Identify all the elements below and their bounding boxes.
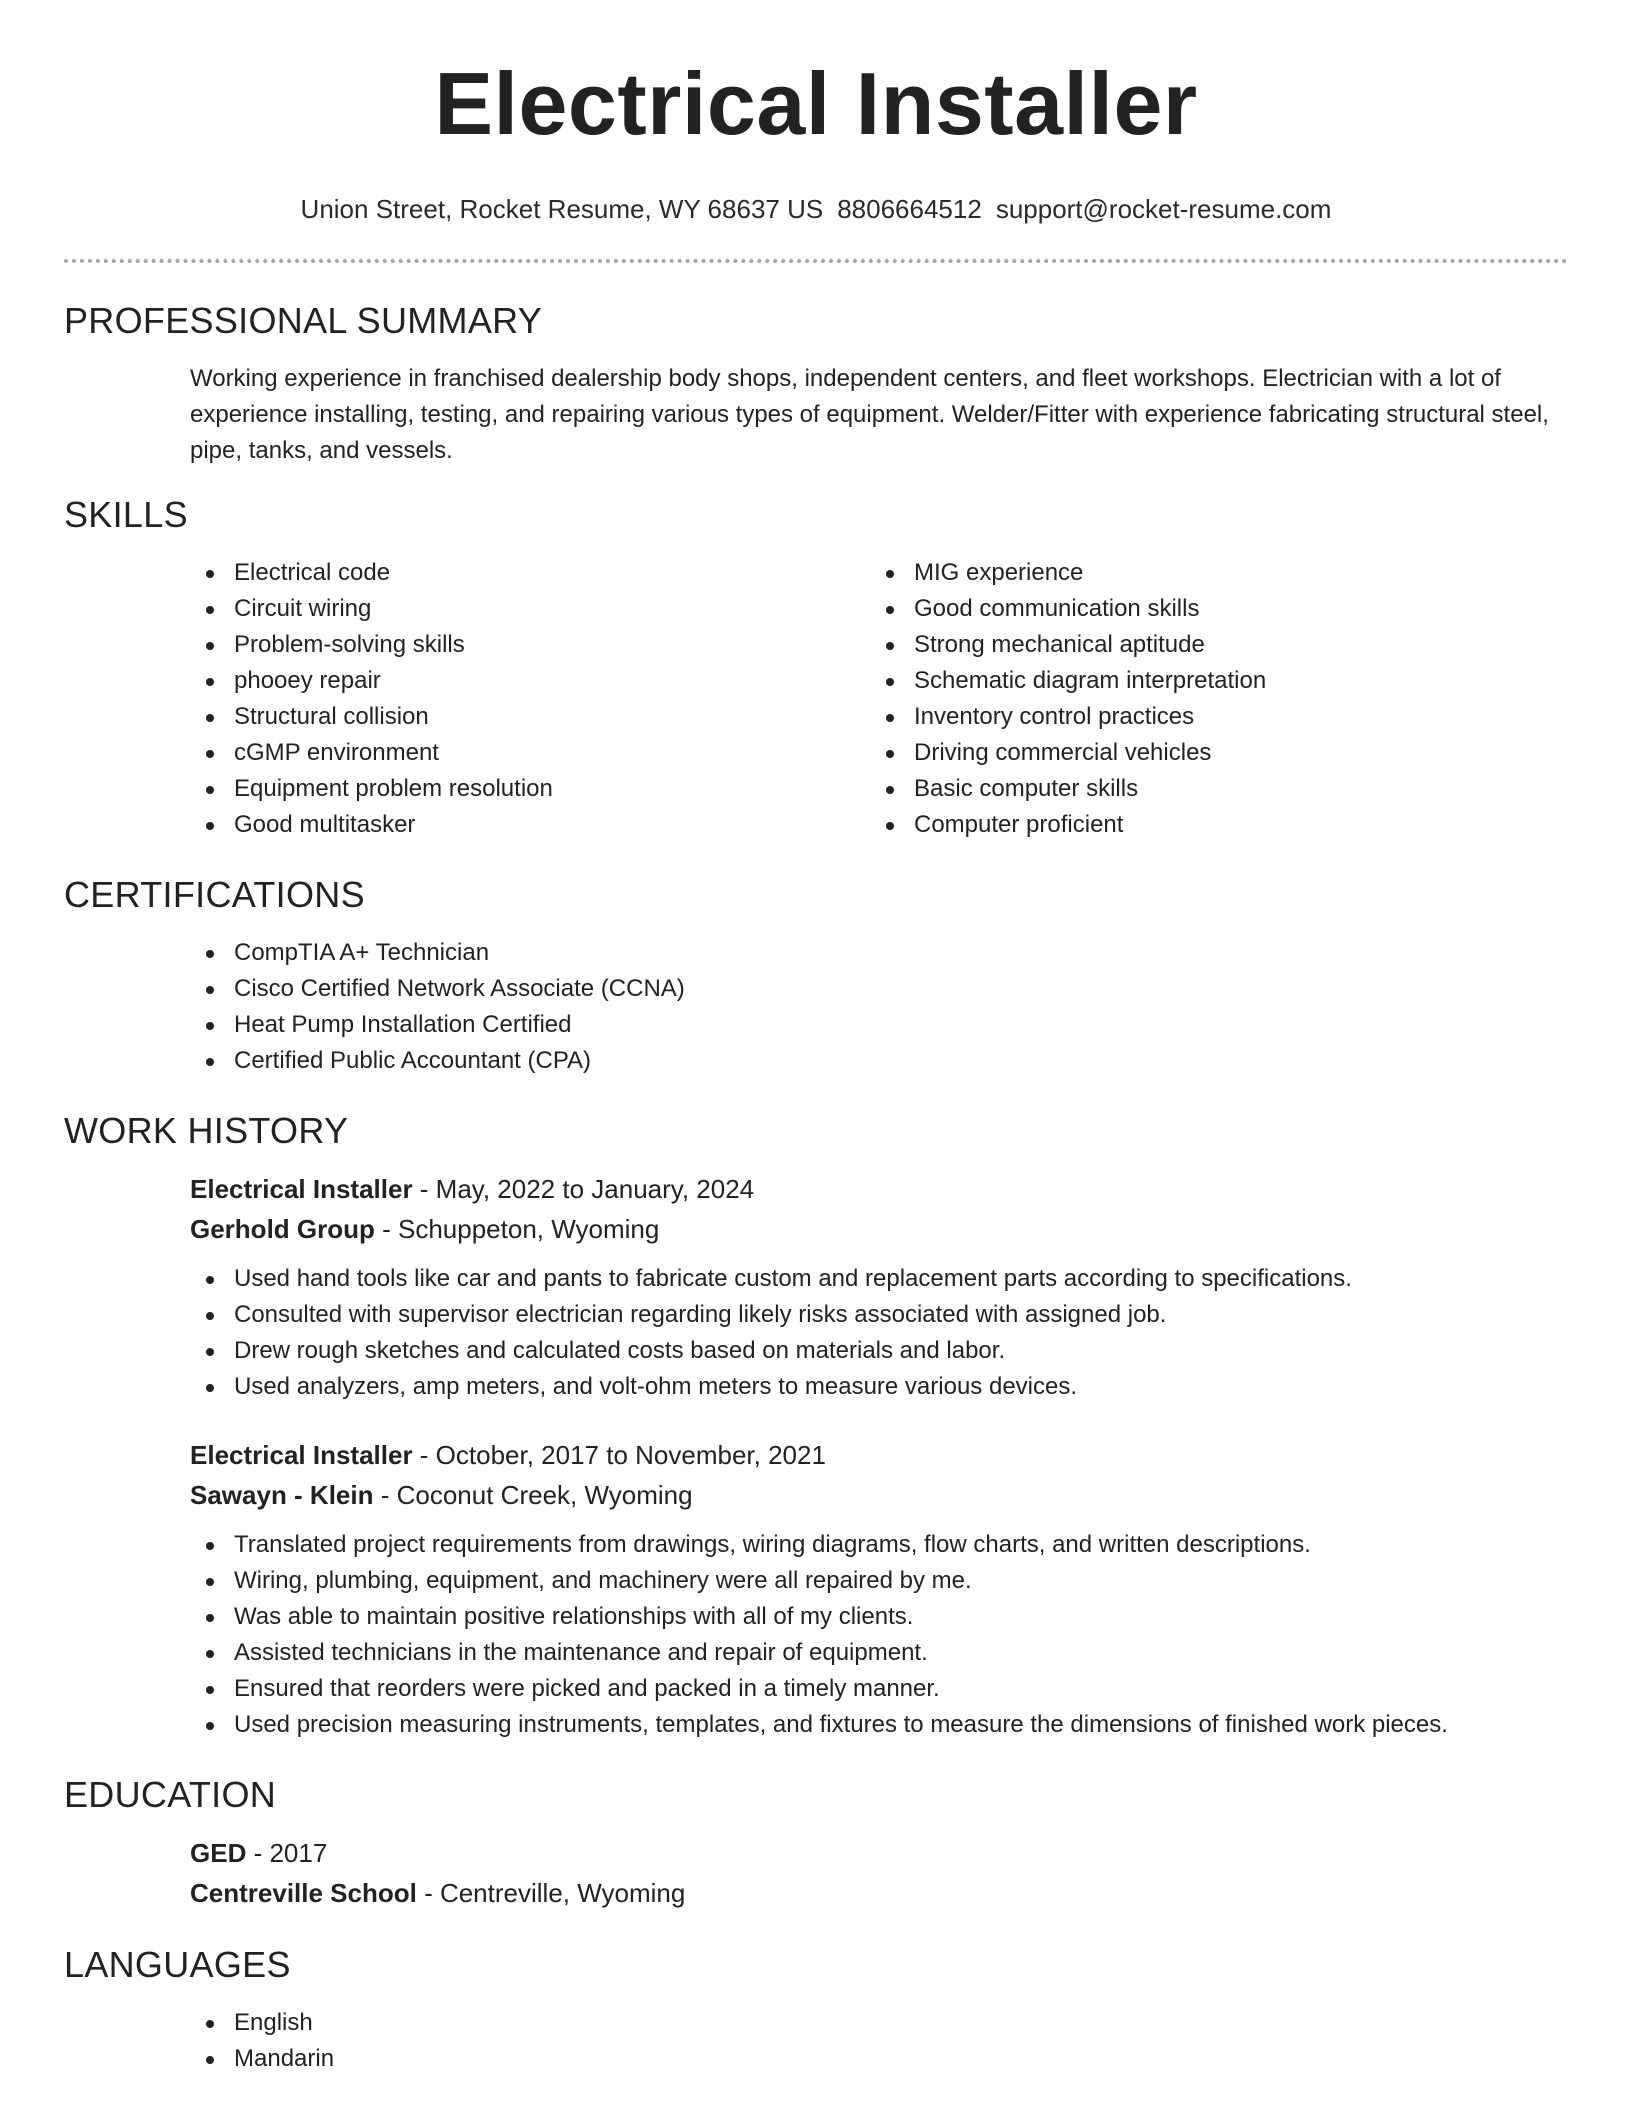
list-item: Translated project requirements from drawings, wiring diagrams, flow charts, and written descriptions. <box>190 1527 1568 1563</box>
job-dates: - October, 2017 to November, 2021 <box>412 1440 826 1470</box>
skills-list-right <box>870 555 1550 843</box>
list-item: Structural collision <box>190 699 870 735</box>
education-school-line <box>190 1873 1568 1913</box>
list-item: Schematic diagram interpretation <box>870 663 1550 699</box>
resume-name: Electrical Installer <box>434 54 1198 153</box>
list-item: Basic computer skills <box>870 771 1550 807</box>
list-item: Electrical code <box>190 555 870 591</box>
summary-text: Working experience in franchised dealership body shops, independent centers, and fleet workshops. Electrician with a lot of experience installing, testing, and repairing various types of equipment. Welder/Fitter with experience fabricating structural steel, pipe, tanks, and vessels. <box>190 365 1549 464</box>
list-item: Certified Public Accountant (CPA) <box>190 1043 1568 1079</box>
job-location: - Schuppeton, Wyoming <box>374 1214 660 1244</box>
job-dates: - May, 2022 to January, 2024 <box>412 1174 755 1204</box>
job-bullets <box>190 1261 1568 1405</box>
section-title-certifications: CERTIFICATIONS <box>64 874 365 915</box>
list-item: Used hand tools like car and pants to fabricate custom and replacement parts according to specifications. <box>190 1261 1568 1297</box>
list-item: English <box>190 2005 1568 2041</box>
section-title-summary: PROFESSIONAL SUMMARY <box>64 300 543 341</box>
work-history-section <box>64 1109 1568 1743</box>
list-item: Assisted technicians in the maintenance and repair of equipment. <box>190 1635 1568 1671</box>
contact-address: Union Street, Rocket Resume, WY 68637 US <box>300 194 824 224</box>
list-item: phooey repair <box>190 663 870 699</box>
list-item: Good communication skills <box>870 591 1550 627</box>
list-item: Drew rough sketches and calculated costs based on materials and labor. <box>190 1333 1568 1369</box>
list-item: Heat Pump Installation Certified <box>190 1007 1568 1043</box>
contact-email: support@rocket-resume.com <box>995 194 1332 224</box>
job-title-line <box>190 1169 1568 1209</box>
job-company: Sawayn - Klein <box>190 1480 374 1510</box>
contact-line <box>64 192 1568 226</box>
education-school: Centreville School <box>190 1878 417 1908</box>
skills-section <box>64 493 1568 843</box>
job-company-line <box>190 1209 1568 1249</box>
education-location: - Centreville, Wyoming <box>416 1878 686 1908</box>
job-company-line <box>190 1475 1568 1515</box>
list-item: Wiring, plumbing, equipment, and machinery were all repaired by me. <box>190 1563 1568 1599</box>
job-bullets <box>190 1527 1568 1743</box>
education-degree: GED <box>190 1838 247 1868</box>
list-item: Computer proficient <box>870 807 1550 843</box>
list-item: Good multitasker <box>190 807 870 843</box>
section-title-skills: SKILLS <box>64 494 188 535</box>
header-divider <box>64 259 1568 263</box>
section-title-languages: LANGUAGES <box>64 1944 291 1985</box>
list-item: Driving commercial vehicles <box>870 735 1550 771</box>
contact-phone: 8806664512 <box>837 194 982 224</box>
resume-page <box>64 0 1568 2077</box>
list-item: Used analyzers, amp meters, and volt-ohm meters to measure various devices. <box>190 1369 1568 1405</box>
section-title-work-history: WORK HISTORY <box>64 1110 349 1151</box>
skills-list-left <box>190 555 870 843</box>
section-title-education: EDUCATION <box>64 1774 277 1815</box>
list-item: Strong mechanical aptitude <box>870 627 1550 663</box>
languages-list <box>190 2005 1568 2077</box>
job-role: Electrical Installer <box>190 1440 413 1470</box>
education-degree-line <box>190 1833 1568 1873</box>
job-entry <box>190 1169 1568 1405</box>
certifications-list <box>190 935 1568 1079</box>
job-location: - Coconut Creek, Wyoming <box>373 1480 693 1510</box>
job-title-line <box>190 1435 1568 1475</box>
list-item: cGMP environment <box>190 735 870 771</box>
job-role: Electrical Installer <box>190 1174 413 1204</box>
list-item: Equipment problem resolution <box>190 771 870 807</box>
list-item: Inventory control practices <box>870 699 1550 735</box>
list-item: Was able to maintain positive relationships with all of my clients. <box>190 1599 1568 1635</box>
list-item: Problem-solving skills <box>190 627 870 663</box>
list-item: Circuit wiring <box>190 591 870 627</box>
list-item: CompTIA A+ Technician <box>190 935 1568 971</box>
summary-section <box>64 299 1568 469</box>
job-entry <box>190 1435 1568 1743</box>
list-item: Cisco Certified Network Associate (CCNA) <box>190 971 1568 1007</box>
certifications-section <box>64 873 1568 1079</box>
list-item: MIG experience <box>870 555 1550 591</box>
education-year: - 2017 <box>246 1838 328 1868</box>
list-item: Used precision measuring instruments, templates, and fixtures to measure the dimensions of finished work pieces. <box>190 1707 1568 1743</box>
list-item: Ensured that reorders were picked and packed in a timely manner. <box>190 1671 1568 1707</box>
education-section <box>64 1773 1568 1913</box>
job-company: Gerhold Group <box>190 1214 375 1244</box>
languages-section <box>64 1943 1568 2077</box>
list-item: Mandarin <box>190 2041 1568 2077</box>
list-item: Consulted with supervisor electrician regarding likely risks associated with assigned job. <box>190 1297 1568 1333</box>
